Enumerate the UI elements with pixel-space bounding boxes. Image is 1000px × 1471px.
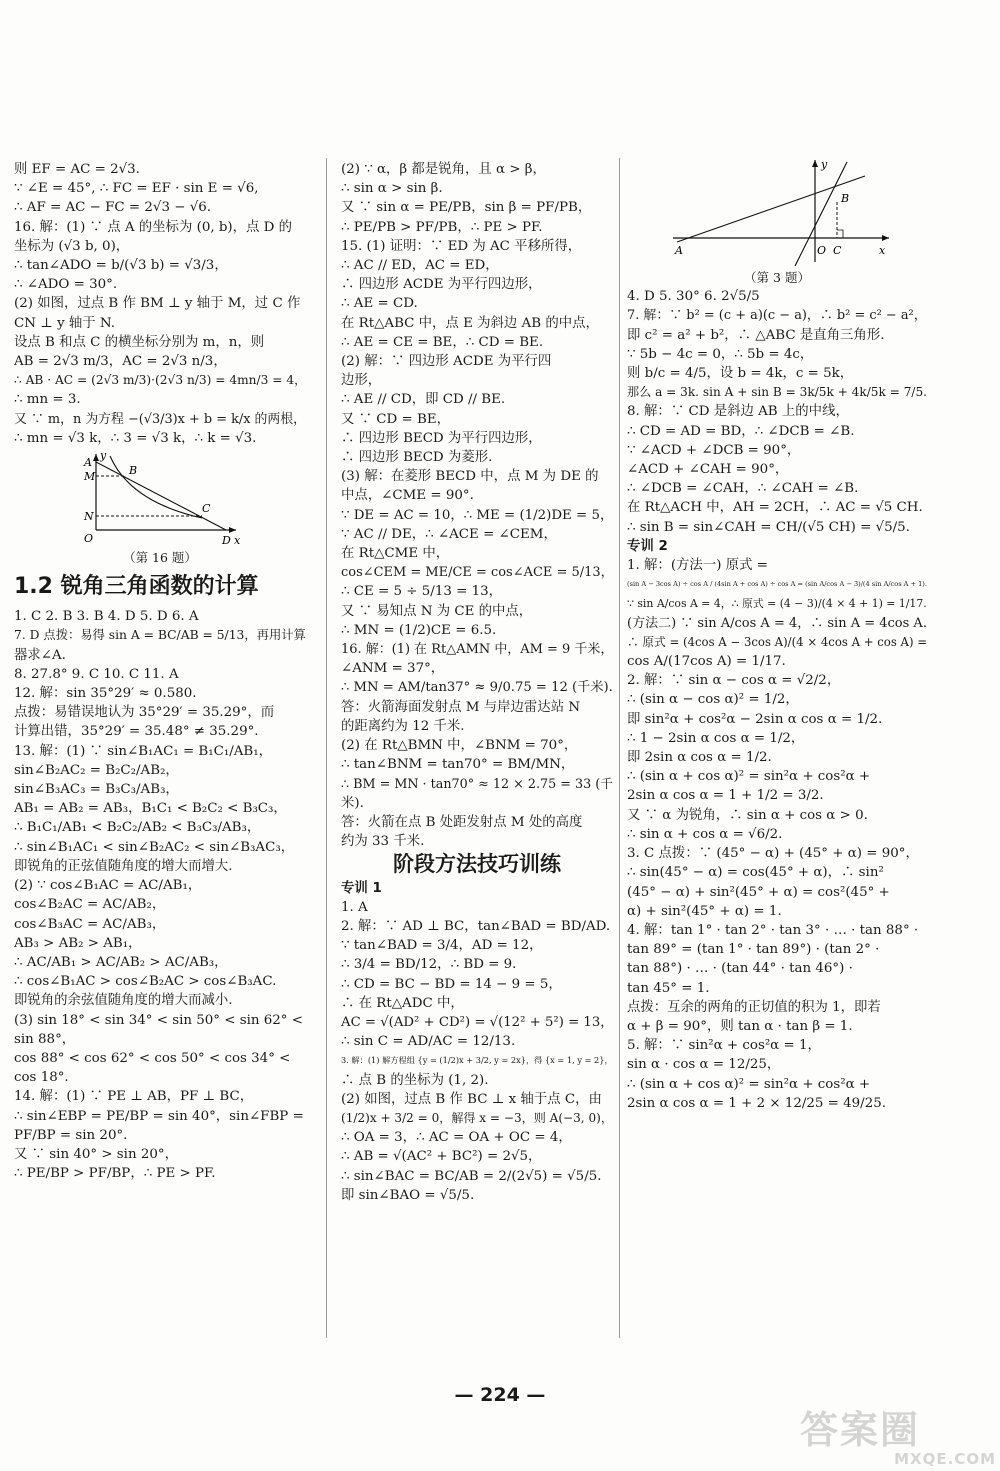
text-line: cos 88° < cos 62° < cos 50° < cos 34° < (14, 1050, 291, 1066)
fig3-label: B (841, 192, 850, 205)
text-line: 则 b/c = 4/5，设 b = 4k，c = 5k， (627, 366, 854, 382)
text-line: ∴ 点 B 的坐标为 (1, 2). (341, 1072, 489, 1088)
text-line: ∴ CD = AD = BD，∴ ∠DCB = ∠B. (627, 423, 855, 439)
text-line: tan 89° = (tan 1° · tan 89°) · (tan 2° · (627, 942, 880, 958)
text-line: 5. 解：∵ sin²α + cos²α = 1， (627, 1038, 821, 1054)
text-line: (3) sin 18° < sin 34° < sin 50° < sin 62° < (14, 1012, 303, 1028)
text-line: ∵ AC // DE，∴ ∠ACE = ∠CEM， (341, 526, 557, 542)
text-line: tan 45° = 1. (627, 980, 710, 996)
text-line: 3. C 点拨：∵ (45° − α) + (45° + α) = 90°， (627, 846, 919, 862)
text-line: 15. (1) 证明：∵ ED 为 AC 平移所得， (341, 238, 582, 254)
text-line: 器求∠A. (14, 647, 66, 663)
text-line: ∴ sin C = AD/AC = 12/13. (341, 1034, 516, 1050)
text-line: 即锐角的余弦值随角度的增大而减小. (14, 993, 233, 1009)
text-line: 米). (341, 795, 364, 811)
fig16-caption: （第 16 题） (123, 550, 197, 566)
text-line: ∴ PE/BP > PF/BP，∴ PE > PF. (14, 1166, 216, 1182)
text-line: ∴ 四边形 BECD 为菱形. (341, 450, 493, 466)
text-line: 2sin α cos α = 1 + 1/2 = 3/2. (627, 788, 824, 804)
fig16-label: M (84, 470, 96, 484)
fig3-label: y (821, 158, 828, 171)
text-line: 2. 解：∵ sin α − cos α = √2/2， (627, 673, 841, 689)
text-line: 又 ∵ sin α = PE/PB，sin β = PF/PB， (341, 200, 592, 216)
text-line: ∴ sin∠BAC = BC/AB = 2/(2√5) = √5/5. (341, 1168, 602, 1184)
col3-text-a (627, 287, 927, 537)
fig16-label: A (84, 456, 92, 470)
text-line: 边形， (341, 373, 382, 389)
text-line: (2) 解：∵ 四边形 ACDE 为平行四 (341, 354, 552, 370)
text-line: (2) 如图，过点 B 作 BC ⊥ x 轴于点 C，由 (341, 1091, 602, 1107)
text-line: 16. 解：(1) ∵ 点 A 的坐标为 (0, b)，点 D 的 (14, 219, 293, 235)
fig3-caption: （第 3 题） (744, 270, 810, 285)
text-line: 又 ∵ α 为锐角，∴ sin α + cos α > 0. (627, 807, 868, 823)
fig16-label: x (234, 534, 241, 548)
text-line: 14. 解：(1) ∵ PE ⊥ AB，PF ⊥ BC， (14, 1089, 254, 1105)
column-2 (341, 160, 613, 1205)
text-line: 8. 27.8° 9. C 10. C 11. A (14, 666, 179, 682)
text-line: 1. 解：(方法一) 原式 = (627, 558, 768, 574)
text-line: 7. D 点拨：易得 sin A = BC/AB = 5/13，再用计算 (14, 628, 306, 643)
text-line: ∴ sin(45° − α) = cos(45° + α)，∴ sin² (627, 865, 884, 881)
text-line: ∴ sin∠B₁AC₁ < sin∠B₂AC₂ < sin∠B₃AC₃， (14, 839, 295, 855)
text-line: ∴ cos∠B₁AC > cos∠B₂AC > cos∠B₃AC. (14, 974, 277, 990)
watermark-logo (800, 1410, 996, 1468)
text-line: sin 88°， (14, 1031, 76, 1047)
text-line: ∴ ∠ADO = 30°. (14, 277, 118, 293)
fig3-label: A (675, 244, 683, 257)
text-line: 4. 解：tan 1° · tan 2° · tan 3° · … · tan 88° · (627, 922, 919, 938)
text-line: 那么 a = 3k. sin A + sin B = 3k/5k + 4k/5k = 7/5. (627, 385, 928, 400)
figure-16 (74, 450, 244, 548)
text-line: (3) 解：在菱形 BECD 中，点 M 为 DE 的 (341, 469, 599, 485)
text-line: 又 ∵ m，n 为方程 −(√3/3)x + b = k/x 的两根， (14, 411, 306, 427)
fig16-label: y (100, 450, 107, 463)
text-line: α) + sin²(45° + α) = 1. (627, 903, 782, 919)
text-line: (2) ∵ cos∠B₁AC = AC/AB₁， (14, 878, 202, 894)
text-line: ∠ACD + ∠CAH = 90°， (627, 462, 789, 478)
text-line: AB₁ = AB₂ = AB₃，B₁C₁ < B₂C₂ < B₃C₃， (14, 801, 287, 817)
text-line: (2) ∵ α，β 都是锐角，且 α > β， (341, 162, 546, 177)
text-line: ∴ AE = CD. (341, 296, 418, 312)
text-line: 3. 解：(1) 解方程组 {y = (1/2)x + 3/2, y = 2x}，得 {x = 1, y = 2}， (341, 1055, 613, 1066)
text-line: ∴ AE // CD，即 CD // BE. (341, 392, 506, 408)
text-line: (1/2)x + 3/2 = 0，解得 x = −3，则 A(−3, 0)， (341, 1110, 613, 1125)
text-line: 即 sin²α + cos²α − 2sin α cos α = 1/2. (627, 711, 883, 727)
text-line: ∴ mn = 3. (14, 392, 81, 408)
text-line: ∴ (sin α − cos α)² = 1/2， (627, 692, 799, 708)
text-line: 7. 解：∵ b² = (c + a)(c − a)，∴ b² = c² − a²， (627, 308, 927, 324)
text-line: ∴ tan∠BNM = tan70° = BM/MN， (341, 757, 575, 773)
text-line: ∴ CD = BC − BD = 14 − 9 = 5， (341, 976, 562, 992)
text-line: cos∠B₃AC = AC/AB₃， (14, 916, 166, 932)
text-line: 4. D 5. 30° 6. 2√5/5 (627, 289, 760, 305)
text-line: ∴ MN = AM/tan37° ≈ 9/0.75 = 12 (千米). (341, 680, 613, 696)
watermark-url: MXQE.COM (894, 1450, 996, 1468)
text-line: 又 ∵ CD = BE， (341, 411, 451, 427)
fig16-label: C (202, 502, 211, 516)
text-line: ∴ mn = √3 k，∴ 3 = √3 k，∴ k = √3. (14, 430, 257, 446)
text-line: (2) 如图，过点 B 作 BM ⊥ y 轴于 M，过 C 作 (14, 296, 301, 312)
text-line: ∴ sin B = sin∠CAH = CH/(√5 CH) = √5/5. (627, 519, 910, 535)
text-line: ∴ 1 − 2sin α cos α = 1/2， (627, 730, 805, 746)
col2-text-b (341, 898, 613, 1205)
text-line: 中点，∠CME = 90°. (341, 488, 474, 504)
text-line: ∴ 原式 = (4cos A − 3cos A)/(4 × 4cos A + cos A) = (627, 634, 928, 649)
text-line: 13. 解：(1) ∵ sin∠B₁AC₁ = B₁C₁/AB₁， (14, 743, 273, 759)
text-line: 即 sin∠BAO = √5/5. (341, 1187, 475, 1203)
text-line: 又 ∵ sin 40° > sin 20°， (14, 1146, 178, 1162)
text-line: 坐标为 (√3 b, 0)， (14, 238, 130, 254)
text-line: 设点 B 和点 C 的横坐标分别为 m，n，则 (14, 334, 265, 350)
text-line: ∴ AE = CE = BE，∴ CD = BE. (341, 334, 544, 350)
text-line: ∴ (sin α + cos α)² = sin²α + cos²α + (627, 769, 871, 785)
text-line: AB₃ > AB₂ > AB₁， (14, 935, 142, 951)
text-line: ∵ DE = AC = 10，∴ ME = (1/2)DE = 5， (341, 507, 614, 523)
text-line: ∴ BM = MN · tan70° ≈ 12 × 2.75 = 33 (千 (341, 776, 613, 792)
col3-text-b (627, 556, 927, 1113)
text-line: ∵ ∠E = 45°, ∴ FC = EF · sin E = √6, (14, 181, 259, 197)
text-line: ∴ CE = 5 ÷ 5/13 = 13， (341, 584, 503, 600)
text-line: ∴ B₁C₁/AB₁ < B₂C₂/AB₂ < B₃C₃/AB₃， (14, 820, 261, 836)
text-line: ∴ AB = √(AC² + BC²) = 2√5， (341, 1149, 542, 1165)
text-line: ∴ 3/4 = BD/12，∴ BD = 9. (341, 957, 517, 973)
column-3 (627, 160, 927, 1113)
text-line: sin∠B₂AC₂ = B₂C₂/AB₂， (14, 762, 179, 778)
col1-text-b (14, 607, 306, 1183)
text-line: 约为 33 千米. (341, 834, 425, 850)
text-line: sin α · cos α = 12/25， (627, 1057, 781, 1073)
text-line: 12. 解：sin 35°29′ ≈ 0.580. (14, 686, 197, 702)
text-line: ∴ OA = 3，∴ AC = OA + OC = 4， (341, 1130, 572, 1146)
text-line: 16. 解：(1) 在 Rt△AMN 中，AM = 9 千米， (341, 642, 614, 658)
section-title-stage-training: 阶段方法技巧训练 (393, 852, 561, 877)
fig16-label: B (129, 464, 138, 478)
figure-3 (667, 158, 897, 268)
text-line: ∴ AB · AC = (2√3 m/3)·(2√3 n/3) = 4mn/3 = 4， (14, 373, 307, 388)
text-line: ∴ (sin α + cos α)² = sin²α + cos²α + (627, 1076, 871, 1092)
text-line: 1. A (341, 899, 368, 915)
text-line: ∴ AF = AC − FC = 2√3 − √6. (14, 200, 212, 216)
text-line: ∴ sin α > sin β. (341, 181, 443, 197)
text-line: ∴ sin∠EBP = PE/BP = sin 40°，sin∠FBP = (14, 1108, 304, 1124)
text-line: 点拨：互余的两角的正切值的积为 1，即若 (627, 999, 881, 1015)
text-line: ∴ AC // ED，AC = ED， (341, 258, 499, 274)
text-line: 即 c² = a² + b²，∴ △ABC 是直角三角形. (627, 327, 885, 343)
text-line: 答：火箭海面发射点 M 与岸边雷达站 N (341, 699, 581, 715)
col1-text-a (14, 160, 306, 448)
text-line: ∵ sin A/cos A = 4，∴ 原式 = (4 − 3)/(4 × 4 + 1) = 1/17. (627, 597, 927, 611)
text-line: 的距离约为 12 千米. (341, 718, 465, 734)
text-line: ∵ ∠ACD + ∠DCB = 90°， (627, 442, 801, 458)
fig16-label: O (84, 532, 94, 546)
text-line: ∵ 5b − 4c = 0，∴ 5b = 4c， (627, 346, 814, 362)
text-line: ∴ 四边形 ACDE 为平行四边形， (341, 277, 542, 293)
text-line: 又 ∵ 易知点 N 为 CE 的中点， (341, 603, 533, 619)
column-1 (14, 160, 306, 1183)
text-line: AB = 2√3 m/3，AC = 2√3 n/3， (14, 354, 227, 370)
text-line: 答：火箭在点 B 处距发射点 M 处的高度 (341, 814, 583, 830)
text-line: CN ⊥ y 轴于 N. (14, 315, 116, 331)
text-line: 2. 解：∵ AD ⊥ BC，tan∠BAD = BD/AD. (341, 918, 611, 934)
text-line: (2) 在 Rt△BMN 中，∠BNM = 70°， (341, 738, 578, 754)
text-line: ∴ ∠DCB = ∠CAH，∴ ∠CAH = ∠B. (627, 481, 859, 497)
text-line: ∵ tan∠BAD = 3/4，AD = 12， (341, 938, 543, 954)
text-line: (45° − α) + sin²(45° + α) = cos²(45° + (627, 884, 890, 900)
text-line: 即 2sin α cos α = 1/2. (627, 750, 772, 766)
text-line: ∴ 四边形 BECD 为平行四边形， (341, 430, 542, 446)
text-line: ∴ PE/PB > PF/PB，∴ PE > PF. (341, 219, 543, 235)
section-title-1-2: 1.2 锐角三角函数的计算 (14, 574, 259, 600)
text-line: 在 Rt△ABC 中，点 E 为斜边 AB 的中点， (341, 315, 599, 331)
column-divider (326, 158, 327, 1338)
text-line: sin∠B₃AC₃ = B₃C₃/AB₃， (14, 782, 179, 798)
text-line: ∴ AC/AB₁ > AC/AB₂ > AC/AB₃， (14, 954, 228, 970)
text-line: 则 EF = AC = 2√3. (14, 162, 140, 177)
text-line: 在 Rt△ACH 中，AH = 2CH，∴ AC = √5 CH. (627, 500, 923, 516)
text-line: (方法二) ∵ sin A/cos A = 4，∴ sin A = 4cos A. (627, 615, 927, 631)
text-line: ∴ tan∠ADO = b/(√3 b) = √3/3， (14, 258, 228, 274)
text-line: cos∠B₂AC = AC/AB₂， (14, 897, 166, 913)
subtitle-training-1: 专训 1 (341, 880, 382, 896)
text-line: 2sin α cos α = 1 + 2 × 12/25 = 49/25. (627, 1095, 886, 1111)
fig3-label: C (833, 244, 842, 257)
fig16-label: N (84, 510, 94, 524)
text-line: tan 88°) · … · (tan 44° · tan 46°) · (627, 961, 853, 977)
text-line: cos A/(17cos A) = 1/17. (627, 654, 786, 670)
text-line: 即锐角的正弦值随角度的增大而增大. (14, 858, 233, 874)
column-divider (619, 158, 620, 1338)
text-line: 点拨：易错误地认为 35°29′ = 35.29°，而 (14, 705, 275, 721)
text-line: ∴ sin α + cos α = √6/2. (627, 826, 783, 842)
fig3-label: x (879, 244, 886, 257)
text-line: ∠ANM = 37°， (341, 661, 445, 677)
text-line: α + β = 90°，则 tan α · tan β = 1. (627, 1018, 853, 1034)
fig3-label: O (817, 244, 827, 257)
col2-text-a (341, 160, 613, 851)
text-line: (sin A − 3cos A) ÷ cos A / (4sin A + cos A) ÷ cos A = (sin A/cos A − 3)/(4 sin A/cos A + 1). (627, 580, 927, 589)
text-line: 1. C 2. B 3. B 4. D 5. D 6. A (14, 609, 199, 625)
text-line: cos 18°. (14, 1070, 69, 1086)
text-line: cos∠CEM = ME/CE = cos∠ACE = 5/13， (341, 565, 614, 581)
fig16-label: D (222, 534, 231, 548)
text-line: 计算出错，35°29′ = 35.48° ≠ 35.29°. (14, 724, 259, 740)
watermark-text: 答案圈 (800, 1408, 921, 1452)
subtitle-training-2: 专训 2 (627, 538, 668, 554)
text-line: 在 Rt△CME 中， (341, 546, 450, 562)
page-number: — 224 — (454, 1384, 546, 1406)
text-line: ∴ 在 Rt△ADC 中， (341, 995, 464, 1011)
text-line: AC = √(AD² + CD²) = √(12² + 5²) = 13， (341, 1014, 614, 1030)
text-line: 8. 解：∵ CD 是斜边 AB 上的中线， (627, 404, 849, 420)
text-line: PF/BP = sin 20°. (14, 1127, 128, 1143)
text-line: ∴ MN = (1/2)CE = 6.5. (341, 622, 497, 638)
